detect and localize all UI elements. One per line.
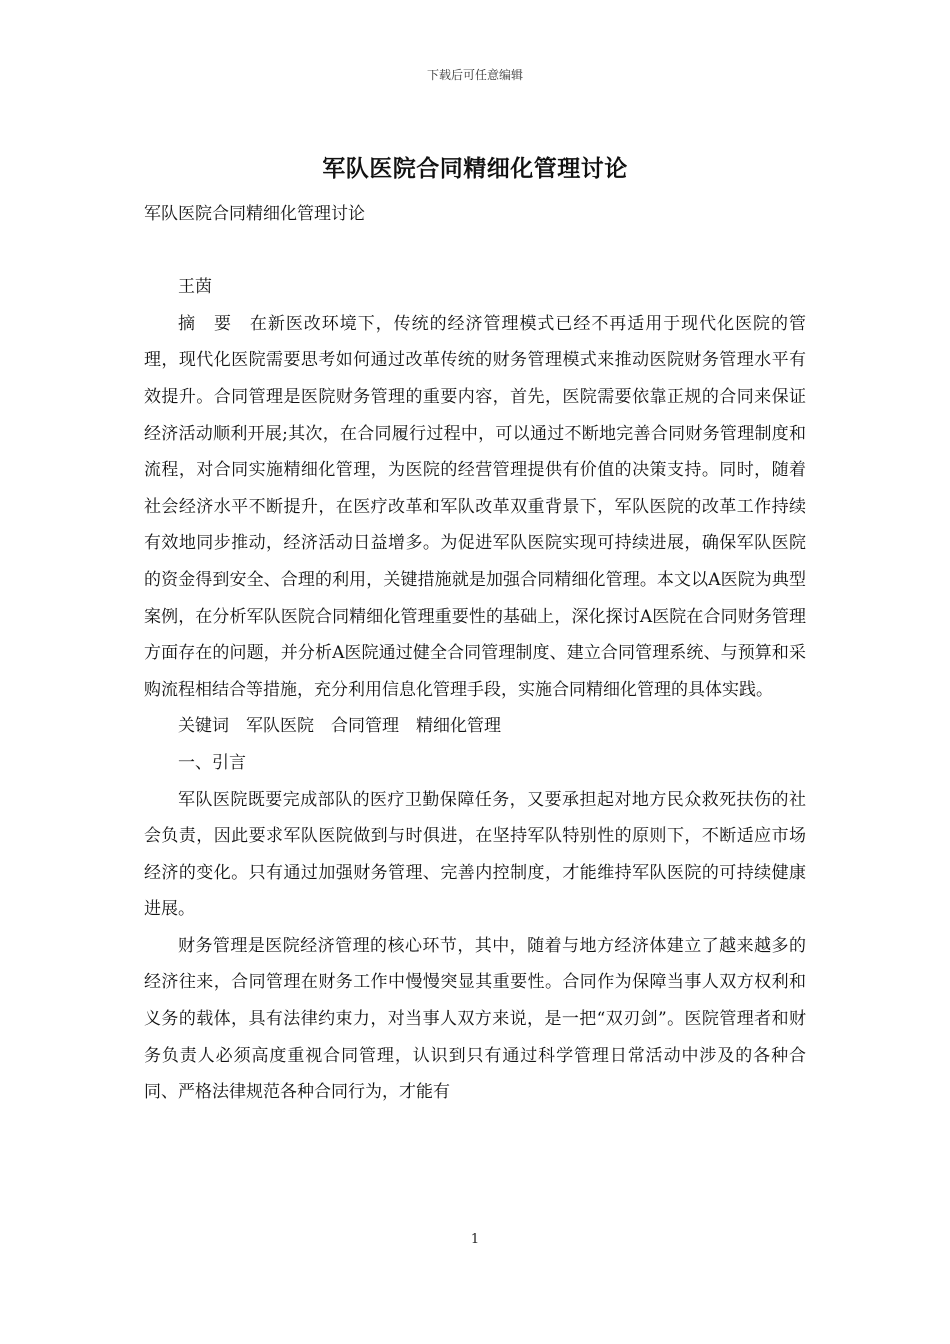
document-title: 军队医院合同精细化管理讨论: [322, 155, 628, 182]
author-name: 王茵: [178, 277, 212, 298]
body-paragraph: 军队医院既要完成部队的医疗卫勤保障任务，又要承担起对地方民众救死扶伤的社会负责，因此要求军队医院做到与时俱进，在坚持军队特别性的原则下，不断适应市场经济的变化。只有通过加强财务管理、完善内控制度，才能维持军队医院的可持续健康进展。: [144, 789, 806, 920]
keywords-line: 关键词 军队医院 合同管理 精细化管理: [178, 716, 501, 737]
blank-line: [144, 233, 806, 270]
page-header: 下载后可任意编辑: [426, 68, 523, 82]
document-body: [144, 196, 806, 1111]
section-heading: 一、引言: [178, 752, 246, 773]
page-number: 1: [470, 1232, 480, 1247]
body-paragraph: 财务管理是医院经济管理的核心环节，其中，随着与地方经济体建立了越来越多的经济往来，合同管理在财务工作中慢慢突显其重要性。合同作为保障当事人双方权利和义务的载体，具有法律约束力，对当事人双方来说，是一把“双刃剑”。医院管理者和财务负责人必须高度重视合同管理，认识到只有通过科学管理日常活动中涉及的各种合同、严格法律规范各种合同行为，才能有: [144, 935, 806, 1103]
document-subtitle: 军队医院合同精细化管理讨论: [144, 204, 365, 224]
abstract-paragraph: 摘 要 在新医改环境下，传统的经济管理模式已经不再适用于现代化医院的管理，现代化医院需要思考如何通过改革传统的财务管理模式来推动医院财务管理水平有效提升。合同管理是医院财务管理的重要内容，首先，医院需要依靠正规的合同来保证经济活动顺利开展;其次，在合同履行过程中，可以通过不断地完善合同财务管理制度和流程，对合同实施精细化管理，为医院的经营管理提供有价值的决策支持。同时，随着社会经济水平不断提升，在医疗改革和军队改革双重背景下，军队医院的改革工作持续有效地同步推动，经济活动日益增多。为促进军队医院实现可持续进展，确保军队医院的资金得到安全、合理的利用，关键措施就是加强合同精细化管理。本文以A医院为典型案例，在分析军队医院合同精细化管理重要性的基础上，深化探讨A医院在合同财务管理方面存在的问题，并分析A医院通过健全合同管理制度、建立合同管理系统、与预算和采购流程相结合等措施，充分利用信息化管理手段，实施合同精细化管理的具体实践。: [144, 313, 806, 700]
